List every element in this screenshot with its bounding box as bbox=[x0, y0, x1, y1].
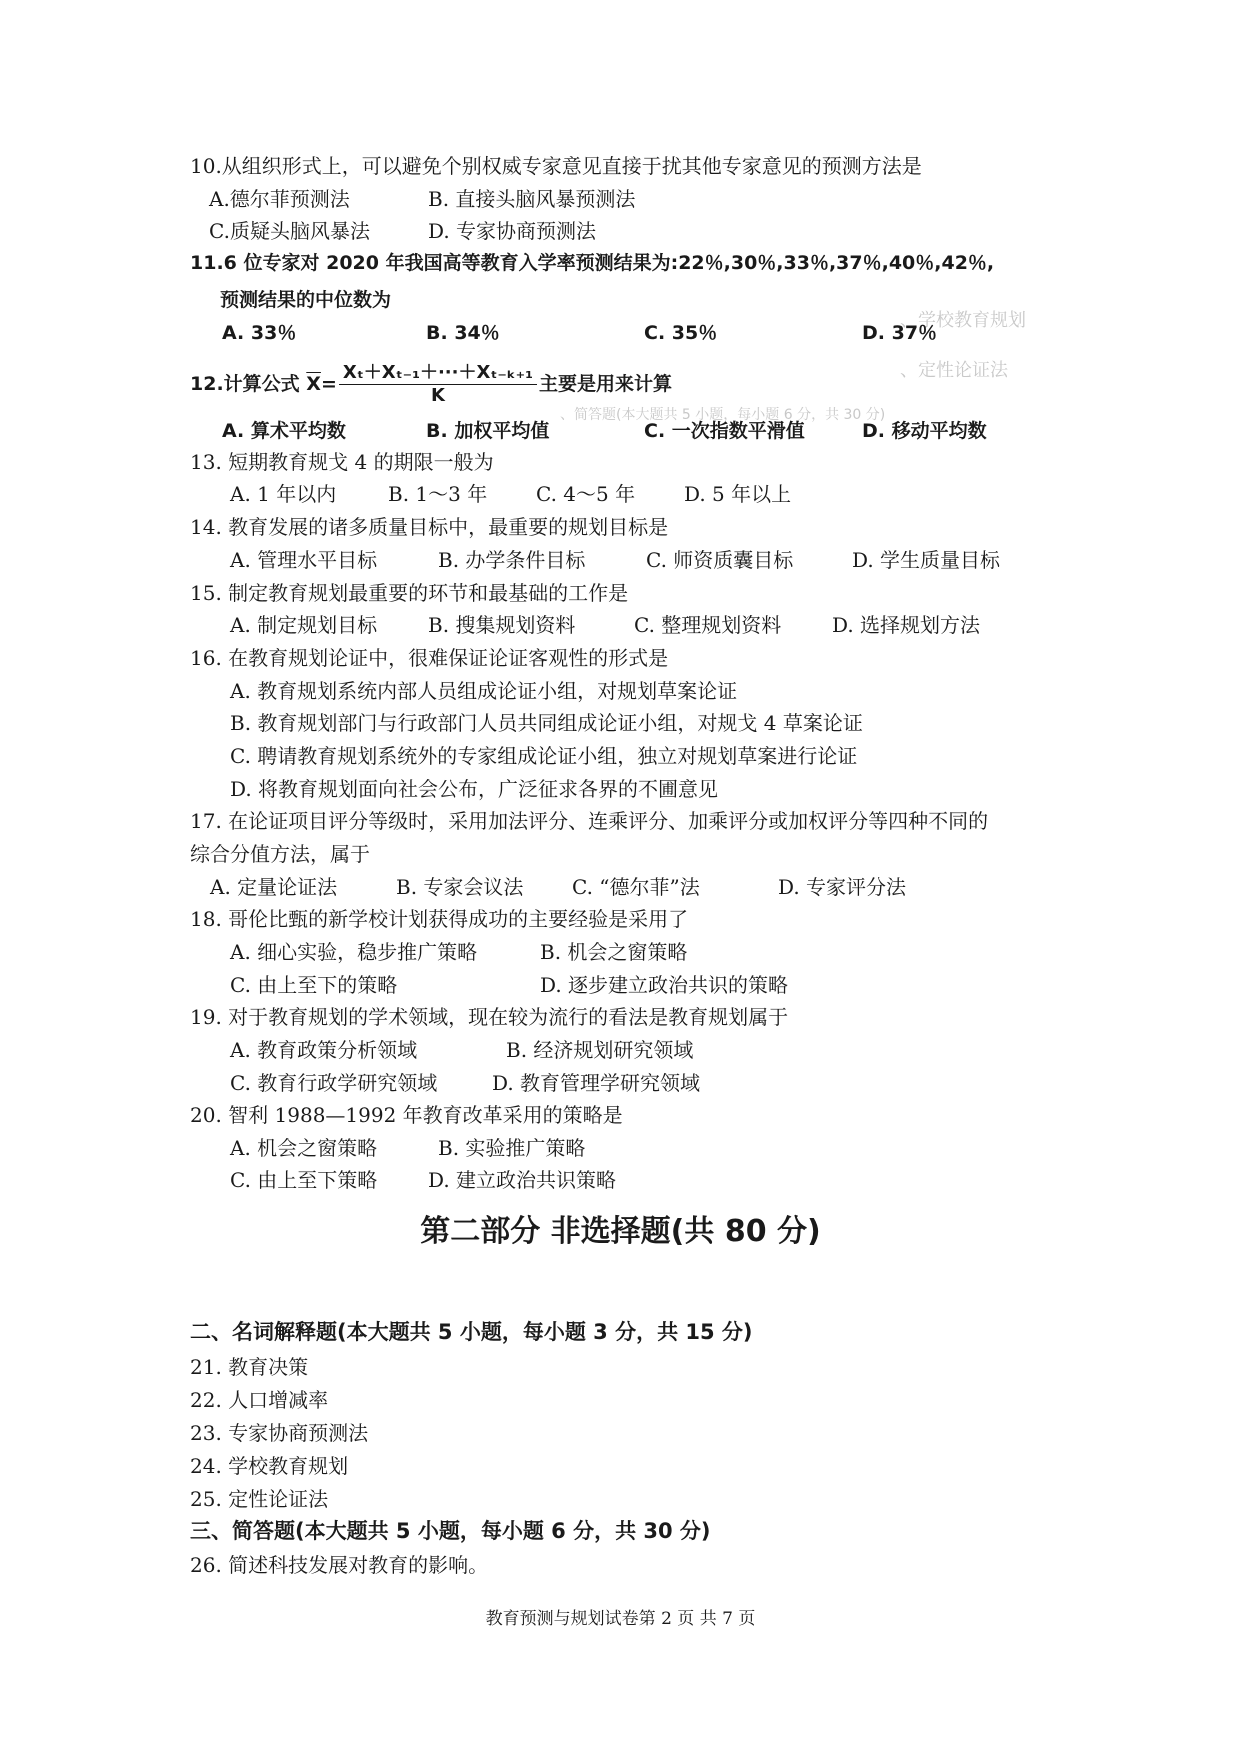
q20-option-c: C. 由上至下策略 bbox=[230, 1168, 378, 1192]
q10-option-b: B. 直接头脑风暴预测法 bbox=[428, 187, 636, 211]
part2-title: 第二部分 非选择题(共 80 分) bbox=[420, 1214, 821, 1249]
q10-stem: 10.从组织形式上，可以避免个别权威专家意见直接于扰其他专家意见的预测方法是 bbox=[190, 154, 922, 178]
q12-option-a: A. 算术平均数 bbox=[222, 420, 346, 442]
q12-xbar: $\overline{X}$ bbox=[306, 373, 321, 395]
q12-eq: = bbox=[320, 373, 337, 395]
q17-option-a: A. 定量论证法 bbox=[210, 875, 338, 899]
q11-option-d: D. 37％ bbox=[862, 322, 938, 344]
q15-option-b: B. 搜集规划资料 bbox=[428, 613, 576, 637]
q19-option-a: A. 教育政策分析领域 bbox=[230, 1038, 418, 1062]
q18-stem: 18. 哥伦比甄的新学校计划获得成功的主要经验是采用了 bbox=[190, 907, 689, 931]
q11-stem: 11.6 位专家对 2020 年我国高等教育入学率预测结果为:22％,30％,33％,37％,40％,42％, bbox=[190, 252, 995, 274]
q13-option-b: B. 1～3 年 bbox=[388, 482, 488, 506]
q12-denominator: K bbox=[430, 385, 445, 406]
q12-stem bbox=[190, 360, 672, 408]
q17-option-c: C. “德尔菲”法 bbox=[572, 875, 700, 899]
q17-stem2: 综合分值方法，属于 bbox=[190, 842, 370, 866]
q14-option-a: A. 管理水平目标 bbox=[230, 548, 378, 572]
q15-option-a: A. 制定规划目标 bbox=[230, 613, 378, 637]
bleed-text-3: 、简答题(本大题共 5 小题，每小题 6 分，共 30 分) bbox=[560, 407, 886, 423]
q18-option-d: D. 逐步建立政治共识的策略 bbox=[540, 973, 789, 997]
section2-heading: 二、名词解释题(本大题共 5 小题，每小题 3 分，共 15 分) bbox=[190, 1320, 753, 1344]
q13-option-c: C. 4～5 年 bbox=[536, 482, 636, 506]
section3-item-26: 26. 简述科技发展对教育的影响。 bbox=[190, 1553, 489, 1577]
q11-stem2: 预测结果的中位数为 bbox=[220, 289, 392, 311]
q19-option-c: C. 教育行政学研究领域 bbox=[230, 1071, 438, 1095]
q12-option-b: B. 加权平均值 bbox=[426, 420, 550, 442]
q18-option-c: C. 由上至下的策略 bbox=[230, 973, 398, 997]
section2-item-21: 21. 教育决策 bbox=[190, 1355, 309, 1379]
q16-option-d: D. 将教育规划面向社会公布，广泛征求各界的不圃意见 bbox=[230, 777, 719, 801]
section2-item-23: 23. 专家协商预测法 bbox=[190, 1421, 369, 1445]
q14-stem: 14. 教育发展的诸多质量目标中，最重要的规划目标是 bbox=[190, 515, 669, 539]
q17-option-b: B. 专家会议法 bbox=[396, 875, 524, 899]
q15-option-d: D. 选择规划方法 bbox=[832, 613, 981, 637]
q20-stem: 20. 智利 1988—1992 年教育改革采用的策略是 bbox=[190, 1103, 623, 1127]
q16-option-a: A. 教育规划系统内部人员组成论证小组，对规划草案论证 bbox=[230, 679, 738, 703]
q15-stem: 15. 制定教育规划最重要的环节和最基础的工作是 bbox=[190, 581, 629, 605]
section2-item-24: 24. 学校教育规划 bbox=[190, 1454, 349, 1478]
section2-item-22: 22. 人口增减率 bbox=[190, 1388, 329, 1412]
q19-option-b: B. 经济规划研究领域 bbox=[506, 1038, 694, 1062]
q12-option-d: D. 移动平均数 bbox=[862, 420, 987, 442]
q16-option-b: B. 教育规划部门与行政部门人员共同组成论证小组，对规戈 4 草案论证 bbox=[230, 711, 863, 735]
q10-option-c: C.质疑头脑风暴法 bbox=[209, 219, 370, 243]
q18-option-b: B. 机会之窗策略 bbox=[540, 940, 688, 964]
q16-stem: 16. 在教育规划论证中，很难保证论证客观性的形式是 bbox=[190, 646, 669, 670]
q12-fraction bbox=[339, 362, 537, 407]
q11-option-b: B. 34％ bbox=[426, 322, 500, 344]
q14-option-b: B. 办学条件目标 bbox=[438, 548, 586, 572]
q11-option-c: C. 35％ bbox=[644, 322, 718, 344]
q10-option-a: A.德尔菲预测法 bbox=[209, 187, 350, 211]
page-footer: 教育预测与规划试卷第 2 页 共 7 页 bbox=[485, 1609, 756, 1629]
q19-stem: 19. 对于教育规划的学术领域，现在较为流行的看法是教育规划属于 bbox=[190, 1005, 789, 1029]
q13-option-a: A. 1 年以内 bbox=[230, 482, 337, 506]
q12-option-c: C. 一次指数平滑值 bbox=[644, 420, 805, 442]
q18-option-a: A. 细心实验，稳步推广策略 bbox=[230, 940, 478, 964]
q17-stem: 17. 在论证项目评分等级时，采用加法评分、连乘评分、加乘评分或加权评分等四种不同的 bbox=[190, 809, 989, 833]
q11-option-a: A. 33％ bbox=[222, 322, 297, 344]
q20-option-b: B. 实验推广策略 bbox=[438, 1136, 586, 1160]
q17-option-d: D. 专家评分法 bbox=[778, 875, 907, 899]
q14-option-c: C. 师资质囊目标 bbox=[646, 548, 794, 572]
q12-numerator: Xₜ＋Xₜ₋₁＋···＋Xₜ₋ₖ₊₁ bbox=[339, 362, 537, 385]
q20-option-d: D. 建立政治共识策略 bbox=[428, 1168, 617, 1192]
bleed-text-2: 、定性论证法 bbox=[900, 360, 1008, 381]
q14-option-d: D. 学生质量目标 bbox=[852, 548, 1001, 572]
q12-suffix: 主要是用来计算 bbox=[538, 373, 672, 395]
q13-option-d: D. 5 年以上 bbox=[684, 482, 792, 506]
section3-heading: 三、简答题(本大题共 5 小题，每小题 6 分，共 30 分) bbox=[190, 1519, 711, 1543]
q16-option-c: C. 聘请教育规划系统外的专家组成论证小组，独立对规划草案进行论证 bbox=[230, 744, 858, 768]
q15-option-c: C. 整理规划资料 bbox=[634, 613, 782, 637]
bleed-text-1: 、学校教育规划 bbox=[900, 310, 1026, 331]
q13-stem: 13. 短期教育规戈 4 的期限一般为 bbox=[190, 450, 494, 474]
section2-item-25: 25. 定性论证法 bbox=[190, 1487, 329, 1511]
q20-option-a: A. 机会之窗策略 bbox=[230, 1136, 378, 1160]
q19-option-d: D. 教育管理学研究领域 bbox=[492, 1071, 701, 1095]
q12-prefix: 12.计算公式 bbox=[190, 373, 307, 395]
q10-option-d: D. 专家协商预测法 bbox=[428, 219, 597, 243]
